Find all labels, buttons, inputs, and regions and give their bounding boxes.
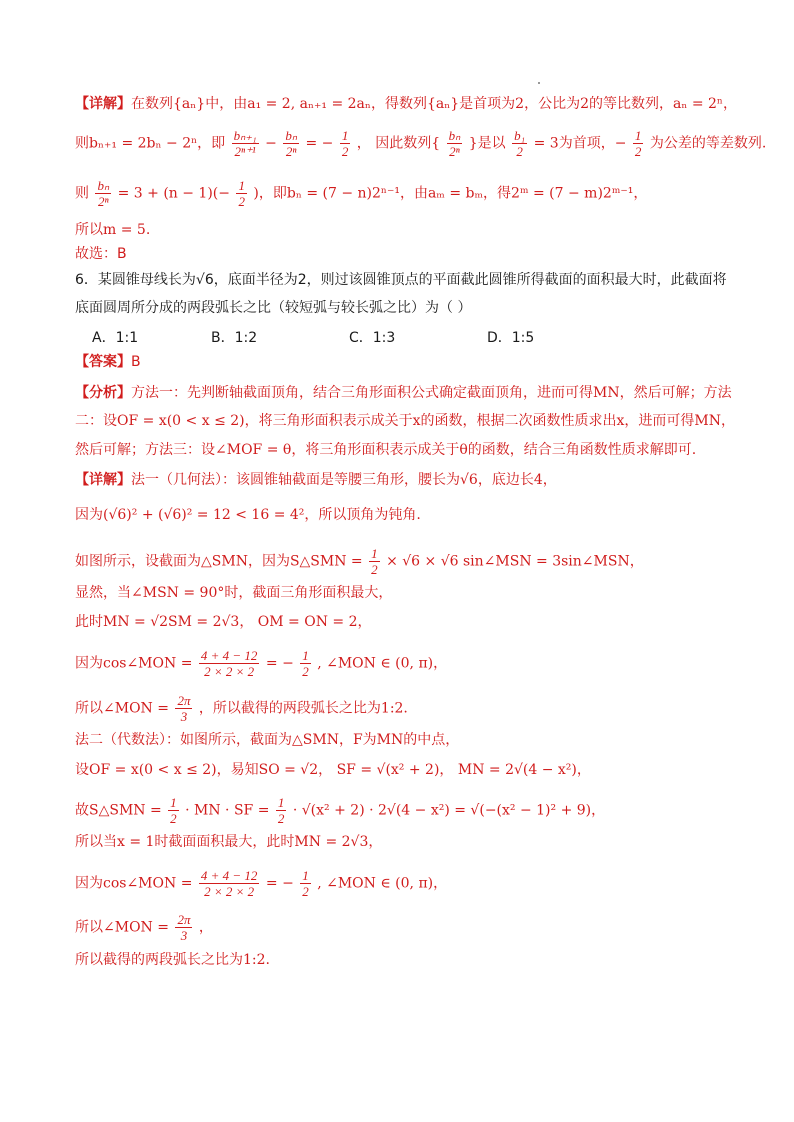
method1-line-6 (75, 648, 734, 679)
denominator: 2 (302, 664, 309, 679)
fraction (199, 648, 260, 679)
numerator: 1 (170, 795, 177, 810)
detail-tag: 【详解】 (75, 96, 131, 112)
text: · MN · SF = (185, 802, 270, 819)
fraction (369, 546, 380, 577)
denominator: 2 (634, 144, 642, 159)
detail-line-2 (75, 128, 767, 159)
text: = 3 + (n − 1)(− (117, 185, 230, 202)
method1-line-5: 此时MN = √2SM = 2√3， OM = ON = 2， (75, 614, 372, 630)
fraction (199, 868, 260, 899)
detail-line-3 (75, 178, 734, 209)
fraction (175, 912, 192, 943)
method2-line-7: 所以截得的两段弧长之比为1:2. (75, 952, 270, 968)
numerator: b₁ (514, 128, 526, 143)
text: 所以∠MON = (75, 919, 169, 936)
fraction (276, 795, 287, 826)
scan-dot (538, 82, 540, 84)
denominator: 2 (277, 811, 285, 826)
option-a: A．1:1 (92, 330, 139, 346)
numerator: 4 + 4 − 12 (200, 648, 258, 663)
numerator: bₙ (285, 128, 298, 143)
method2-line-5 (75, 868, 734, 899)
fraction (283, 128, 299, 159)
fraction (168, 795, 179, 826)
denominator: 2ⁿ (97, 194, 109, 209)
fraction (633, 128, 644, 159)
detail-line-1 (75, 94, 737, 114)
method2-line-3 (75, 795, 734, 826)
denominator: 2 × 2 × 2 (204, 664, 255, 679)
text: 则bₙ₊₁ = 2bₙ − 2ⁿ，即 (75, 135, 226, 152)
denominator: 2 (302, 884, 309, 899)
answer-value: B (131, 354, 141, 370)
text: = − (305, 135, 334, 152)
text: 因为cos∠MON = (75, 655, 193, 672)
text: 法一（几何法）：该圆锥轴截面是等腰三角形，腰长为√6，底边长4， (131, 472, 557, 488)
text: · √(x² + 2) · 2√(4 − x²) = √(−(x² − 1)² + 9)， (292, 802, 606, 819)
fraction (340, 128, 351, 159)
method2-line-2: 设OF = x(0 < x ≤ 2)，易知SO = √2， SF = √(x² + 2)， MN = 2√(4 − x²)， (75, 762, 591, 778)
numerator: bₙ (448, 128, 461, 143)
denominator: 2 (170, 811, 177, 826)
question-6-line-2: 底面圆周所分成的两段弧长之比（较短弧与较长弧之比）为（ ） (75, 300, 472, 316)
method1-line-7 (75, 693, 734, 724)
denominator: 3 (180, 928, 188, 943)
text: ， 因此数列{ (356, 135, 441, 152)
detail-tag: 【详解】 (75, 472, 131, 488)
denominator: 2ⁿ⁺¹ (234, 144, 256, 159)
numerator: 2π (177, 912, 191, 927)
fraction (175, 693, 192, 724)
text: )，即bₙ = (7 − n)2ⁿ⁻¹，由aₘ = bₘ，得2ᵐ = (7 − m)2ᵐ⁻¹， (253, 185, 648, 202)
denominator: 2 (371, 562, 378, 577)
text: ， (198, 919, 213, 936)
method2-line-6 (75, 912, 734, 943)
denominator: 2 (516, 144, 523, 159)
answer-tag: 【答案】 (75, 354, 131, 370)
fraction (95, 178, 111, 209)
method2-line-1: 法二（代数法）：如图所示，截面为△SMN，F为MN的中点， (75, 732, 460, 748)
text: = 3为首项，− (533, 135, 627, 152)
numerator: 1 (634, 128, 642, 143)
answer-line (75, 352, 734, 372)
detail-line-4: 所以m = 5. (75, 222, 151, 238)
text: ，所以截得的两段弧长之比为1:2. (198, 700, 408, 717)
numerator: 1 (341, 128, 349, 143)
numerator: 1 (371, 546, 378, 561)
numerator: 4 + 4 − 12 (200, 868, 258, 883)
text: 故S△SMN = (75, 802, 162, 819)
question-6-line-1: 6．某圆锥母线长为√6，底面半径为2，则过该圆锥顶点的平面截此圆锥所得截面的面积最大时，此截面将 (75, 272, 727, 288)
analysis-line-1 (75, 383, 734, 403)
method1-line-1 (75, 470, 734, 490)
option-b: B．1:2 (211, 330, 258, 346)
fraction (300, 868, 311, 899)
method1-line-2: 因为(√6)² + (√6)² = 12 < 16 = 4²，所以顶角为钝角. (75, 507, 421, 523)
text: = − (265, 655, 294, 672)
text: = − (265, 875, 294, 892)
denominator: 2ⁿ (449, 144, 460, 159)
text: 方法一：先判断轴截面顶角，结合三角形面积公式确定截面顶角，进而可得MN，然后可解；方法 (131, 385, 732, 401)
numerator: 1 (302, 648, 309, 663)
denominator: 2 × 2 × 2 (204, 884, 255, 899)
analysis-line-2: 二：设OF = x(0 < x ≤ 2)，将三角形面积表示成关于x的函数，根据二次函数性质求出x，进而可得MN， (75, 413, 735, 429)
numerator: 1 (277, 795, 285, 810)
fraction (236, 178, 247, 209)
numerator: bₙ (97, 178, 110, 193)
text: , ∠MON ∈ (0, π)， (317, 655, 448, 672)
text: − (265, 135, 277, 152)
numerator: 1 (302, 868, 309, 883)
numerator: bₙ₊₁ (233, 128, 257, 143)
text: 因为cos∠MON = (75, 875, 193, 892)
text: , ∠MON ∈ (0, π)， (317, 875, 448, 892)
method1-line-4: 显然，当∠MSN = 90°时，截面三角形面积最大， (75, 585, 393, 601)
option-d: D．1:5 (487, 330, 535, 346)
fraction (232, 128, 259, 159)
numerator: 1 (238, 178, 245, 193)
denominator: 3 (180, 709, 188, 724)
numerator: 2π (177, 693, 191, 708)
analysis-line-3: 然后可解；方法三：设∠MOF = θ，将三角形面积表示成关于θ的函数，结合三角函数性质求解即可. (75, 442, 697, 458)
method1-line-3 (75, 546, 734, 577)
text: 为公差的等差数列. (649, 135, 767, 152)
text: × √6 × √6 sin∠MSN = 3sin∠MSN， (386, 553, 644, 570)
option-c: C．1:3 (349, 330, 396, 346)
fraction (447, 128, 463, 159)
analysis-tag: 【分析】 (75, 385, 131, 401)
denominator: 2ⁿ (285, 144, 297, 159)
text: 则 (75, 185, 89, 202)
denominator: 2 (341, 144, 349, 159)
text: 在数列{aₙ}中，由a₁ = 2, aₙ₊₁ = 2aₙ，得数列{aₙ}是首项为2，公比为2的等比数列，aₙ = 2ⁿ， (131, 96, 737, 112)
choose-line: 故选：B (75, 246, 127, 262)
denominator: 2 (238, 194, 245, 209)
method2-line-4: 所以当x = 1时截面面积最大，此时MN = 2√3， (75, 834, 383, 850)
text: 所以∠MON = (75, 700, 169, 717)
text: }是以 (468, 135, 506, 152)
fraction (512, 128, 527, 159)
fraction (300, 648, 311, 679)
text: 如图所示，设截面为△SMN，因为S△SMN = (75, 553, 363, 570)
